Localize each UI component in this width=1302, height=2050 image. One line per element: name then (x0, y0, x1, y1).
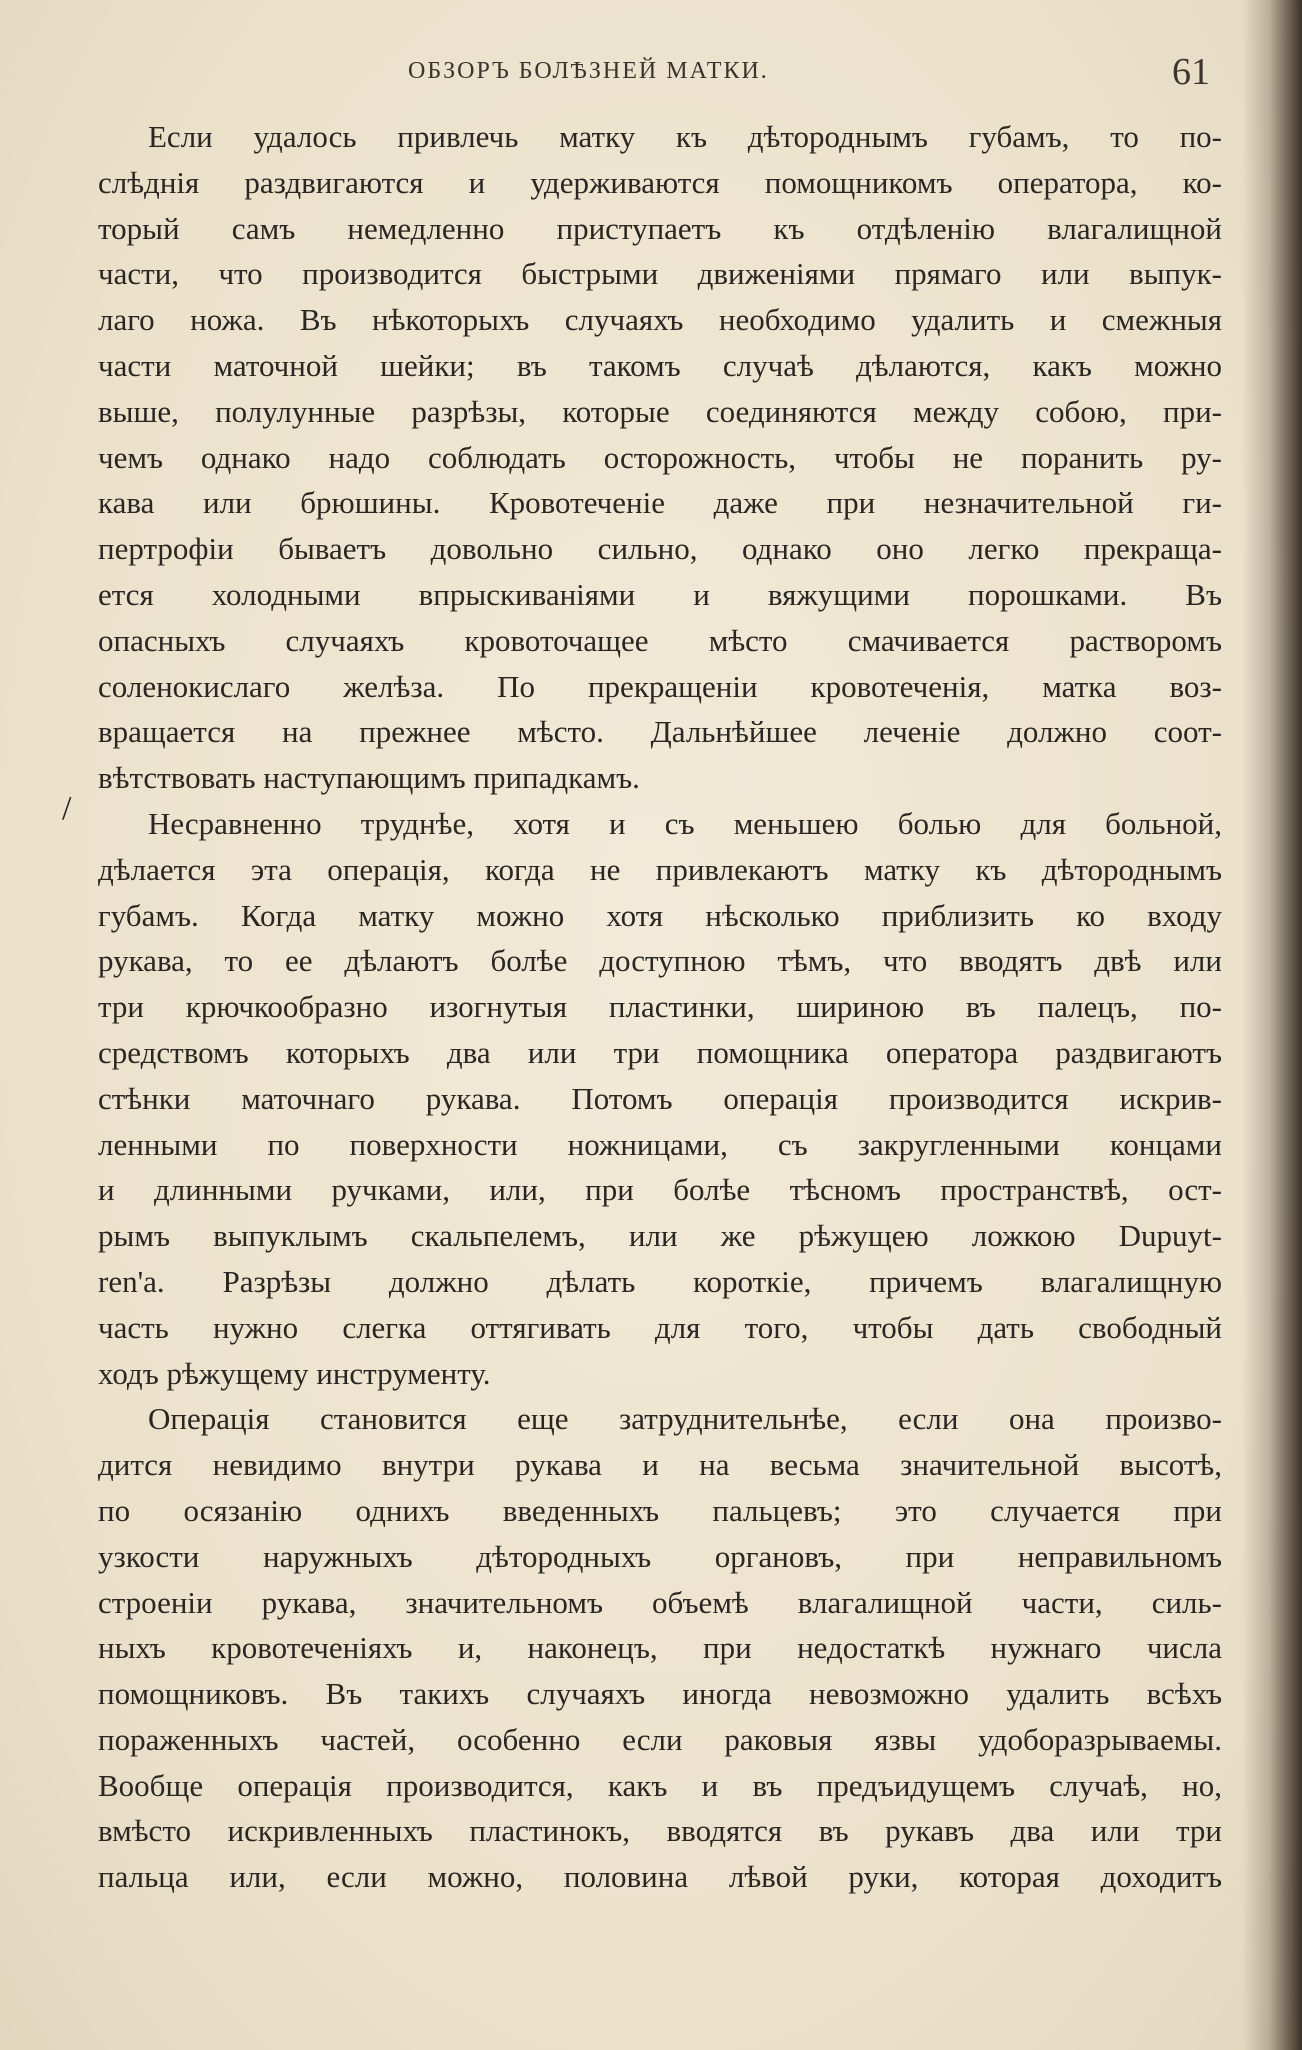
text-line: пальца или, если можно, половина лѣвой руки, которая доходитъ (98, 1859, 1222, 1895)
text-line: пертрофіи бываетъ довольно сильно, однако оно легко прекраща- (98, 531, 1222, 567)
text-line: узкости наружныхъ дѣтородныхъ органовъ, при неправильномъ (98, 1538, 1222, 1574)
text-line: стѣнки маточнаго рукава. Потомъ операція производится искрив- (98, 1080, 1222, 1116)
text-line: опасныхъ случаяхъ кровоточащее мѣсто смачивается растворомъ (98, 622, 1222, 658)
text-line: чемъ однако надо соблюдать осторожность, чтобы не поранить ру- (98, 439, 1222, 475)
text-line: вѣтствовать наступающимъ припадкамъ. (98, 760, 640, 796)
text-line: средствомъ которыхъ два или три помощника оператора раздвигаютъ (98, 1034, 1222, 1070)
text-line: ленными по поверхности ножницами, съ закругленными концами (98, 1126, 1222, 1162)
text-line: вращается на прежнее мѣсто. Дальнѣйшее леченіе должно соот- (98, 714, 1222, 750)
text-line: губамъ. Когда матку можно хотя нѣсколько приблизить ко входу (98, 897, 1222, 933)
text-line: рукава, то ее дѣлаютъ болѣе доступною тѣмъ, что вводятъ двѣ или (98, 943, 1222, 979)
spine-shadow (1242, 0, 1302, 2050)
text-line: пораженныхъ частей, особенно если раковыя язвы удоборазрываемы. (98, 1721, 1222, 1757)
text-line: Операція становится еще затруднительнѣе, если она произво- (148, 1401, 1222, 1437)
page-number: 61 (1172, 51, 1210, 93)
text-line: строеніи рукава, значительномъ объемѣ влагалищной части, силь- (98, 1584, 1222, 1620)
text-line: вмѣсто искривленныхъ пластинокъ, вводятся въ рукавъ два или три (98, 1813, 1222, 1849)
text-line: помощниковъ. Въ такихъ случаяхъ иногда невозможно удалить всѣхъ (98, 1676, 1222, 1712)
text-line: и длинными ручками, или, при болѣе тѣсномъ пространствѣ, ост- (98, 1172, 1222, 1208)
text-line: ныхъ кровотеченіяхъ и, наконецъ, при недостаткѣ нужнаго числа (98, 1630, 1222, 1666)
text-line: части маточной шейки; въ такомъ случаѣ дѣлаются, какъ можно (98, 347, 1222, 383)
text-line: три крючкообразно изогнутыя пластинки, шириною въ палецъ, по- (98, 989, 1222, 1025)
page-header (118, 50, 1218, 100)
text-line: Вообще операція производится, какъ и въ предъидущемъ случаѣ, но, (98, 1767, 1222, 1803)
text-line: кава или брюшины. Кровотеченіе даже при незначительной ги- (98, 485, 1222, 521)
text-line: соленокислаго желѣза. По прекращеніи кровотеченія, матка воз- (98, 668, 1222, 704)
text-line: выше, полулунные разрѣзы, которые соединяются между собою, при- (98, 393, 1222, 429)
text-line: слѣднія раздвигаются и удерживаются помощникомъ оператора, ко- (98, 164, 1222, 200)
text-line: ren'a. Разрѣзы должно дѣлать короткіе, причемъ влагалищную (98, 1263, 1222, 1299)
text-line: ходъ рѣжущему инструменту. (98, 1355, 491, 1391)
text-line: по осязанію однихъ введенныхъ пальцевъ; это случается при (98, 1492, 1222, 1528)
text-line: дѣлается эта операція, когда не привлекаютъ матку къ дѣтороднымъ (98, 851, 1222, 887)
margin-mark: / (62, 790, 72, 827)
text-line: Если удалось привлечь матку къ дѣтороднымъ губамъ, то по- (148, 119, 1222, 154)
text-line: часть нужно слегка оттягивать для того, чтобы дать свободный (98, 1309, 1222, 1345)
text-line: рымъ выпуклымъ скальпелемъ, или же рѣжущею ложкою Dupuyt- (98, 1218, 1222, 1254)
text-line: лаго ножа. Въ нѣкоторыхъ случаяхъ необходимо удалить и смежныя (98, 302, 1222, 338)
body-text (98, 114, 1222, 1900)
text-line: ется холодными впрыскиваніями и вяжущими порошками. Въ (98, 576, 1222, 612)
running-title: ОБЗОРЪ БОЛѢЗНЕЙ МАТКИ. (408, 58, 769, 84)
text-line: дится невидимо внутри рукава и на весьма значительной высотѣ, (98, 1447, 1222, 1483)
text-line: Несравненно труднѣе, хотя и съ меньшею болью для больной, (148, 805, 1222, 841)
text-line: части, что производится быстрыми движеніями прямаго или выпук- (98, 256, 1222, 292)
text-line: торый самъ немедленно приступаетъ къ отдѣленію влагалищной (98, 210, 1222, 246)
